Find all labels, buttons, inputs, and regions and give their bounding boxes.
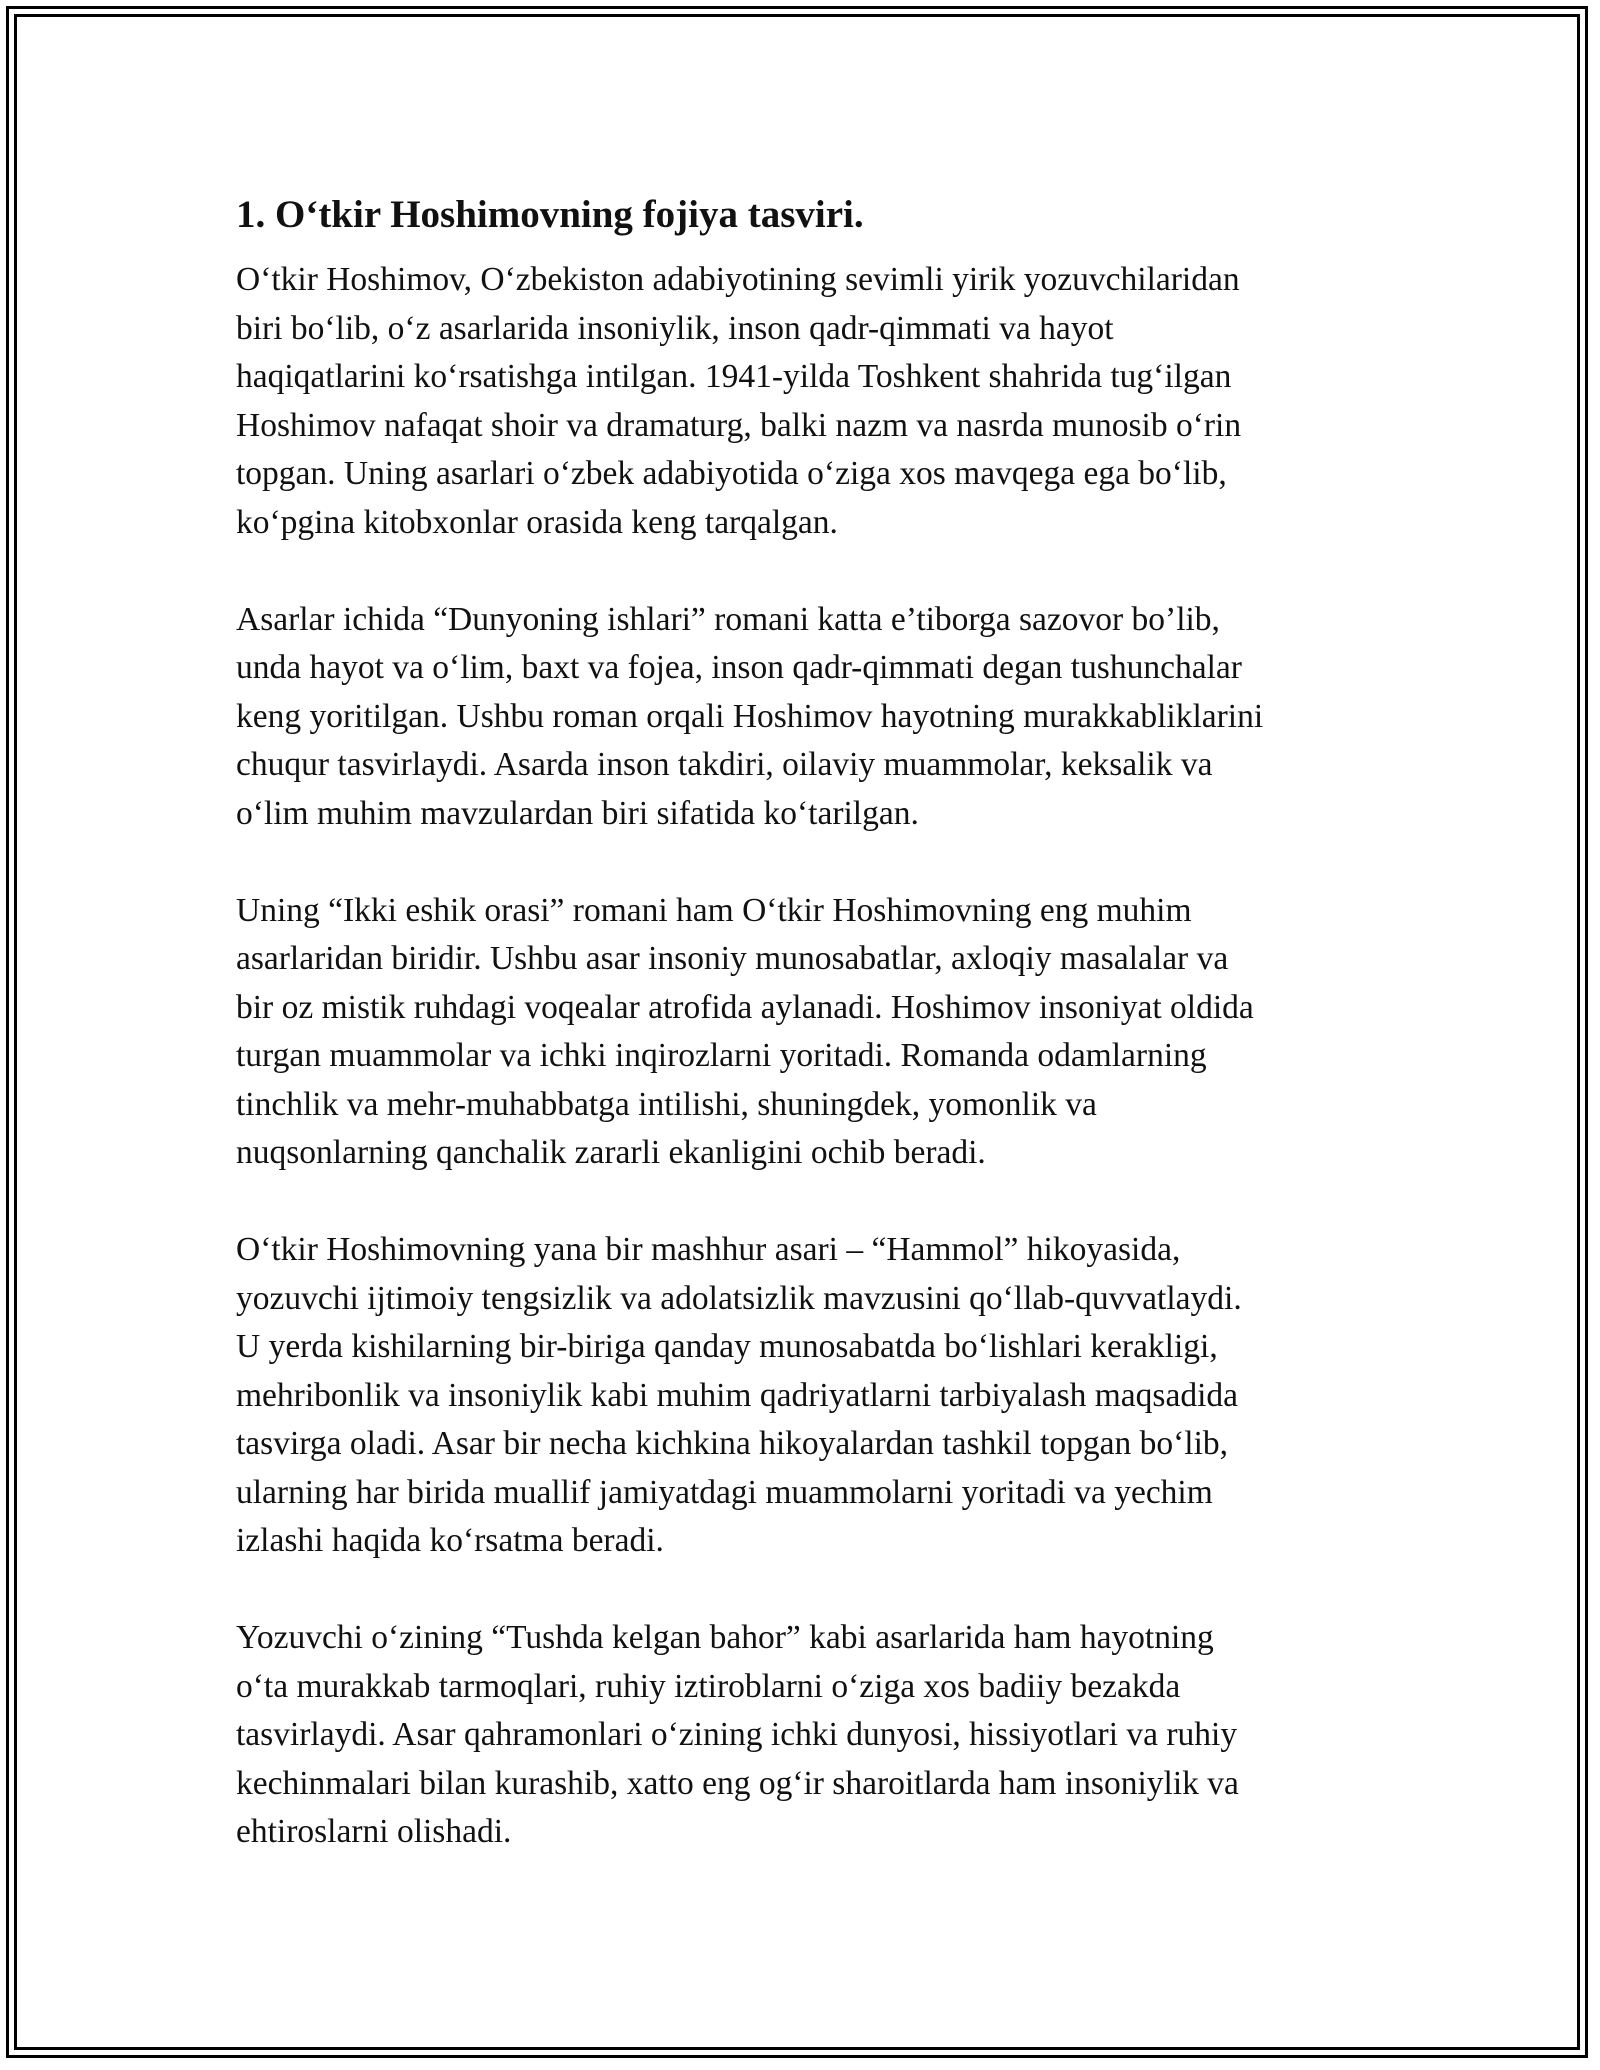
document-body bbox=[236, 186, 1366, 1905]
text-line: chuqur tasvirlaydi. Asarda inson takdiri, oilaviy muammolar, keksalik va bbox=[236, 746, 1213, 783]
text-line: keng yoritilgan. Ushbu roman orqali Hoshimov hayotning murakkabliklarini bbox=[236, 697, 1264, 735]
paragraph-5 bbox=[236, 1614, 1366, 1857]
text-line: turgan muammolar va ichki inqirozlarni yoritadi. Romanda odamlarning bbox=[236, 1037, 1207, 1074]
text-line: ehtiroslarni olishadi. bbox=[236, 1813, 512, 1850]
text-line: ularning har birida muallif jamiyatdagi muammolarni yoritadi va yechim bbox=[236, 1473, 1213, 1511]
paragraph-1 bbox=[236, 256, 1366, 547]
text-line: haqiqatlarini ko‘rsatishga intilgan. 1941-yilda Toshkent shahrida tug‘ilgan bbox=[236, 358, 1232, 395]
text-line: tinchlik va mehr-muhabbatga intilishi, shuningdek, yomonlik va bbox=[236, 1085, 1097, 1123]
text-line: unda hayot va o‘lim, baxt va fojea, inson qadr-qimmati degan tushunchalar bbox=[236, 649, 1242, 686]
text-line: tasvirlaydi. Asar qahramonlari o‘zining ichki dunyosi, hissiyotlari va ruhiy bbox=[236, 1716, 1238, 1753]
document-title: 1. O‘tkir Hoshimovning fojiya tasviri. bbox=[236, 193, 864, 236]
text-line: U yerda kishilarning bir-biriga qanday munosabatda bo‘lishlari kerakligi, bbox=[236, 1328, 1218, 1365]
text-line: bir oz mistik ruhdagi voqealar atrofida aylanadi. Hoshimov insoniyat oldida bbox=[236, 988, 1254, 1026]
text-line: ko‘pgina kitobxonlar orasida keng tarqalgan. bbox=[236, 503, 838, 541]
text-line: nuqsonlarning qanchalik zararli ekanligini ochib beradi. bbox=[236, 1134, 986, 1171]
text-line: O‘tkir Hoshimov, O‘zbekiston adabiyotining sevimli yirik yozuvchilaridan bbox=[236, 261, 1240, 298]
paragraph-3 bbox=[236, 887, 1366, 1178]
paragraph-4 bbox=[236, 1226, 1366, 1566]
text-line: izlashi haqida ko‘rsatma beradi. bbox=[236, 1522, 664, 1559]
text-line: yozuvchi ijtimoiy tengsizlik va adolatsizlik mavzusini qo‘llab-quvvatlaydi. bbox=[236, 1279, 1242, 1317]
text-line: Uning “Ikki eshik orasi” romani ham O‘tkir Hoshimovning eng muhim bbox=[236, 891, 1192, 929]
text-line: Asarlar ichida “Dunyoning ishlari” romani katta e’tiborga sazovor bo’lib, bbox=[236, 600, 1220, 638]
text-line: biri bo‘lib, o‘z asarlarida insoniylik, inson qadr-qimmati va hayot bbox=[236, 309, 1114, 347]
text-line: mehribonlik va insoniylik kabi muhim qadriyatlarni tarbiyalash maqsadida bbox=[236, 1376, 1238, 1414]
text-line: o‘lim muhim mavzulardan biri sifatida ko‘tarilgan. bbox=[236, 794, 919, 832]
text-line: kechinmalari bilan kurashib, xatto eng og‘ir sharoitlarda ham insoniylik va bbox=[236, 1764, 1239, 1802]
text-line: O‘tkir Hoshimovning yana bir mashhur asari – “Hammol” hikoyasida, bbox=[236, 1231, 1181, 1268]
paragraph-2 bbox=[236, 596, 1366, 839]
text-line: asarlaridan biridir. Ushbu asar insoniy munosabatlar, axloqiy masalalar va bbox=[236, 940, 1229, 977]
text-line: Yozuvchi o‘zining “Tushda kelgan bahor” kabi asarlarida ham hayotning bbox=[236, 1619, 1214, 1656]
text-line: Hoshimov nafaqat shoir va dramaturg, balki nazm va nasrda munosib o‘rin bbox=[236, 406, 1242, 444]
text-line: o‘ta murakkab tarmoqlari, ruhiy iztiroblarni o‘ziga xos badiiy bezakda bbox=[236, 1667, 1181, 1705]
text-line: topgan. Uning asarlari o‘zbek adabiyotida o‘ziga xos mavqega ega bo‘lib, bbox=[236, 455, 1227, 492]
text-line: tasvirga oladi. Asar bir necha kichkina hikoyalardan tashkil topgan bo‘lib, bbox=[236, 1425, 1229, 1462]
